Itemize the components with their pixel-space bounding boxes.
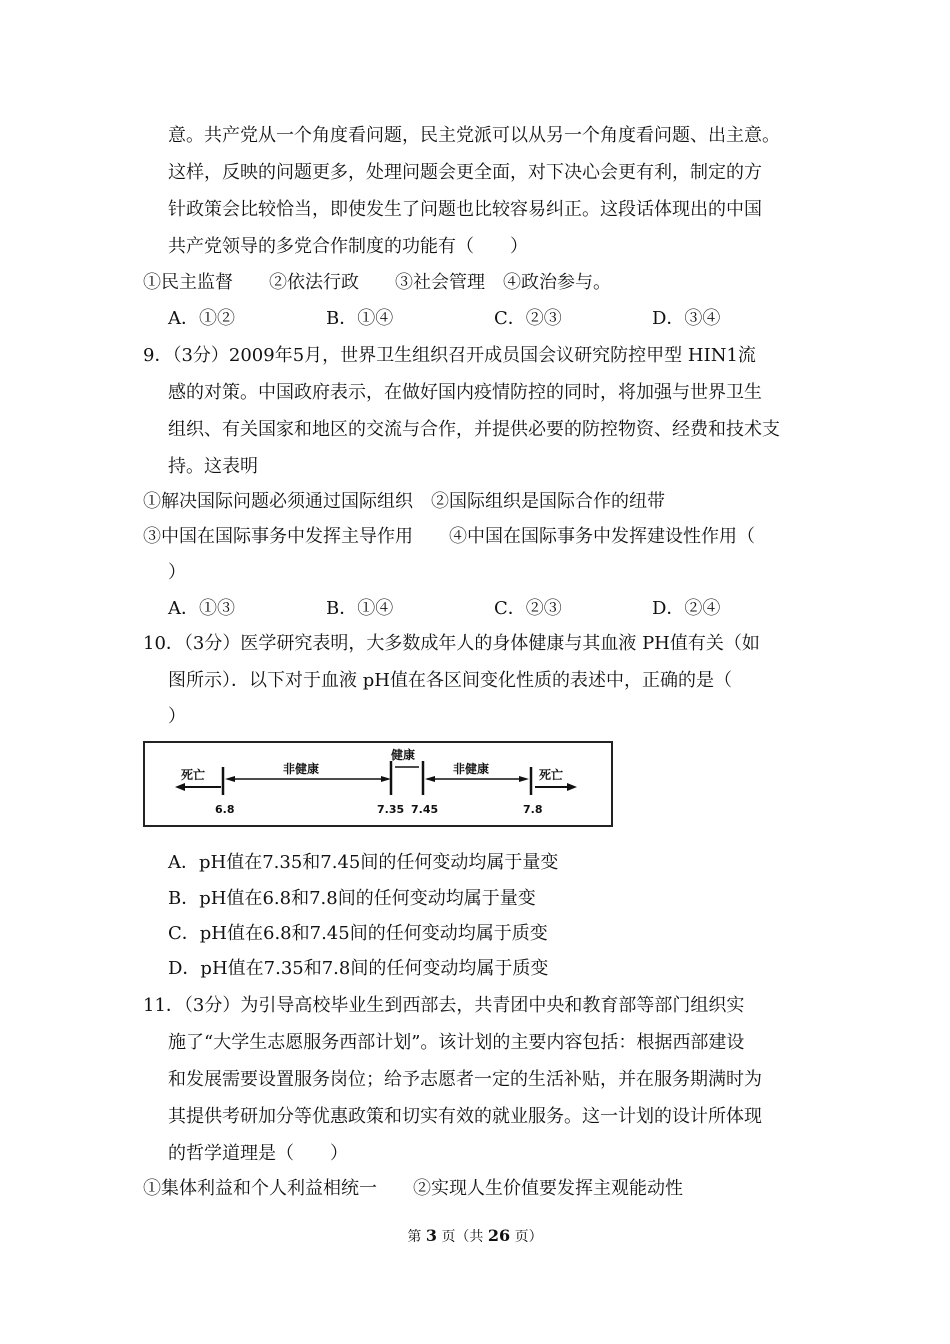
footer-suffix: 页） — [514, 1229, 543, 1245]
death-left-label: 死亡 — [181, 768, 206, 782]
q9-option-c[interactable]: C．②③ — [494, 598, 562, 619]
healthy-label: 健康 — [391, 748, 416, 762]
q8-items: ①民主监督 ②依法行政 ③社会管理 ④政治参与。 — [143, 272, 611, 293]
death-right-arrowhead — [567, 783, 577, 791]
q10-option-c[interactable]: C．pH值在6.8和7.45间的任何变动均属于质变 — [168, 923, 548, 944]
q8-option-d[interactable]: D．③④ — [652, 308, 721, 329]
tick-label-7-35: 7.35 — [377, 803, 405, 816]
page-footer — [0, 1226, 950, 1247]
q9-stem-line: 感的对策。中国政府表示，在做好国内疫情防控的同时，将加强与世界卫生 — [168, 382, 762, 403]
arrowhead — [425, 776, 435, 782]
q11-stem-line: 和发展需要设置服务岗位；给予志愿者一定的生活补贴，并在服务期满时为 — [168, 1069, 762, 1090]
arrowhead — [381, 776, 391, 782]
total-pages: 26 — [487, 1226, 511, 1245]
death-left-arrowhead — [175, 783, 185, 791]
q9-stem-line: 持。这表明 — [168, 456, 258, 477]
death-right-label: 死亡 — [539, 768, 564, 782]
q8-option-a[interactable]: A．①② — [168, 308, 235, 329]
tick-label-6-8: 6.8 — [215, 803, 235, 816]
q11-stem-line: 其提供考研加分等优惠政策和切实有效的就业服务。这一计划的设计所体现 — [168, 1106, 762, 1127]
q8-option-c[interactable]: C．②③ — [494, 308, 562, 329]
q9-option-a[interactable]: A．①③ — [168, 598, 235, 619]
q11-stem-line: 施了“大学生志愿服务西部计划”。该计划的主要内容包括：根据西部建设 — [168, 1032, 745, 1053]
q8-line: 意。共产党从一个角度看问题，民主党派可以从另一个角度看问题、出主意。 — [168, 125, 780, 146]
q8-option-b[interactable]: B．①④ — [326, 308, 394, 329]
footer-prefix: 第 — [407, 1229, 422, 1245]
q9-stem-line: 9．（3分）2009年5月，世界卫生组织召开成员国会议研究防控甲型 HIN1流 — [143, 345, 756, 366]
arrowhead — [225, 776, 235, 782]
q9-option-b[interactable]: B．①④ — [326, 598, 394, 619]
q8-line: 针政策会比较恰当，即使发生了问题也比较容易纠正。这段话体现出的中国 — [168, 199, 762, 220]
ph-range-figure — [143, 741, 613, 827]
q10-stem-line: 10．（3分）医学研究表明，大多数成年人的身体健康与其血液 PH值有关（如 — [143, 633, 760, 654]
unhealthy-left-label: 非健康 — [283, 762, 320, 776]
tick-label-7-45: 7.45 — [411, 803, 439, 816]
ph-number-line — [145, 743, 611, 825]
q11-stem-line: 11．（3分）为引导高校毕业生到西部去，共青团中央和教育部等部门组织实 — [143, 995, 745, 1016]
q10-option-b[interactable]: B．pH值在6.8和7.8间的任何变动均属于量变 — [168, 888, 536, 909]
q9-items: ） — [168, 562, 186, 583]
q9-items: ③中国在国际事务中发挥主导作用 ④中国在国际事务中发挥建设性作用（ — [143, 526, 755, 547]
tick-label-7-8: 7.8 — [523, 803, 543, 816]
q9-items: ①解决国际问题必须通过国际组织 ②国际组织是国际合作的纽带 — [143, 491, 665, 512]
q11-stem-line: 的哲学道理是（ ） — [168, 1143, 348, 1164]
q9-option-d[interactable]: D．②④ — [652, 598, 721, 619]
q11-items: ①集体利益和个人利益相统一 ②实现人生价值要发挥主观能动性 — [143, 1178, 683, 1199]
q10-option-a[interactable]: A．pH值在7.35和7.45间的任何变动均属于量变 — [168, 852, 559, 873]
q8-line: 这样，反映的问题更多，处理问题会更全面，对下决心会更有利，制定的方 — [168, 162, 762, 183]
q9-stem-line: 组织、有关国家和地区的交流与合作，并提供必要的防控物资、经费和技术支 — [168, 419, 780, 440]
q8-line: 共产党领导的多党合作制度的功能有（ ） — [168, 236, 528, 257]
arrowhead — [519, 776, 529, 782]
q10-option-d[interactable]: D．pH值在7.35和7.8间的任何变动均属于质变 — [168, 958, 549, 979]
q10-stem-line: 图所示）．以下对于血液 pH值在各区间变化性质的表述中，正确的是（ — [168, 670, 732, 691]
footer-middle: 页（共 — [441, 1229, 484, 1245]
unhealthy-right-label: 非健康 — [453, 762, 490, 776]
page-number: 3 — [425, 1226, 437, 1245]
q10-stem-line: ） — [168, 706, 186, 727]
